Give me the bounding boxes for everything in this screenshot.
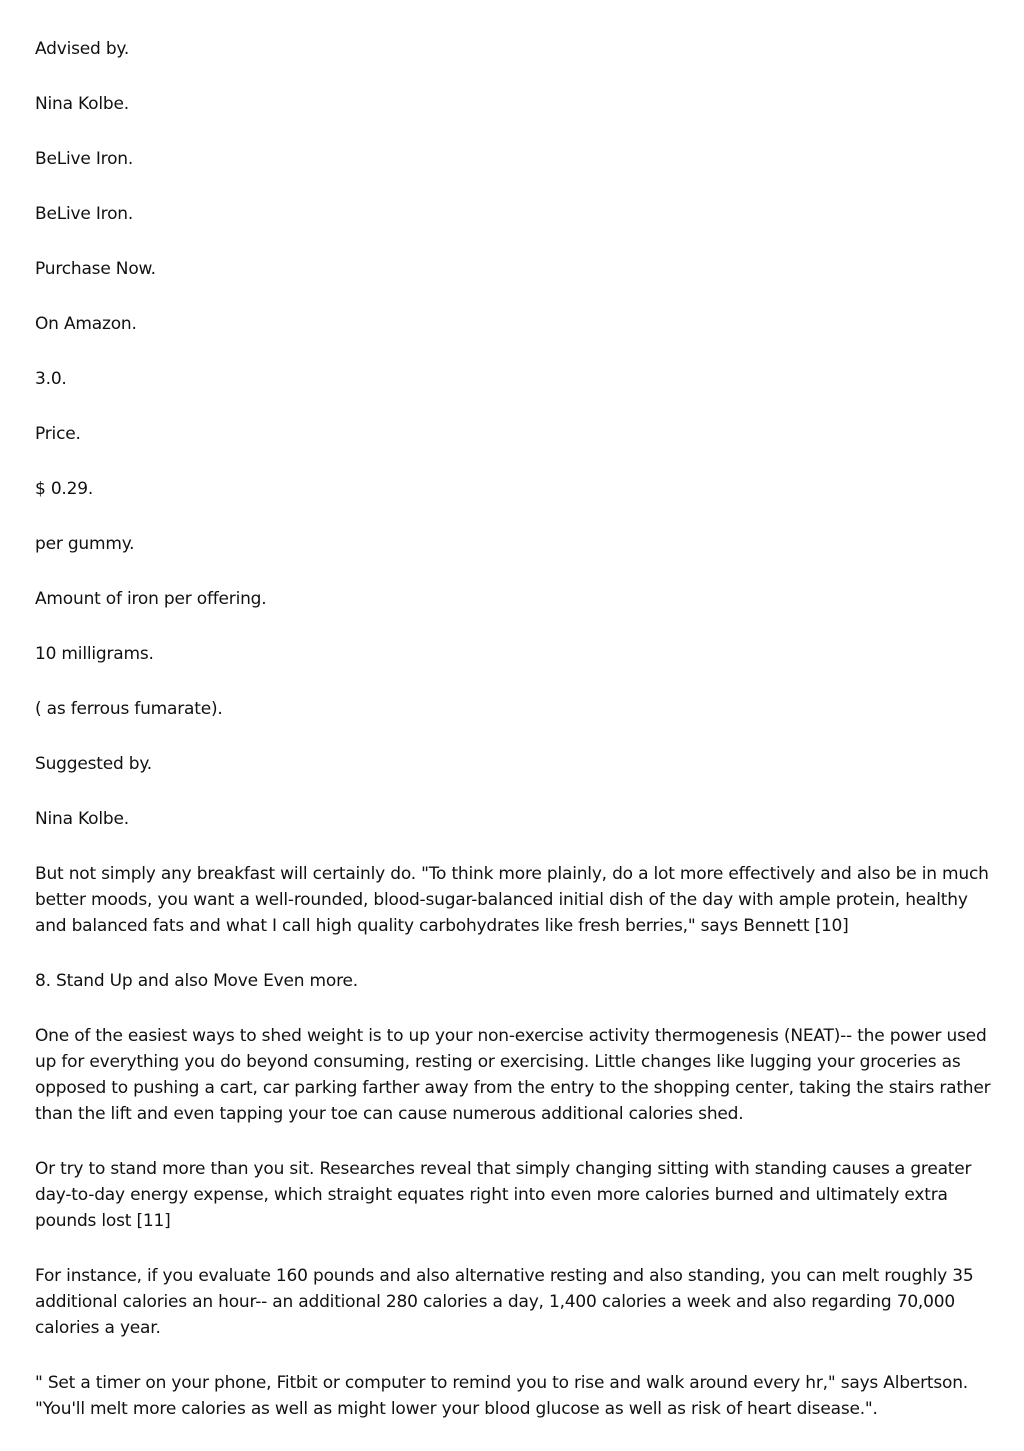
suggester-name: Nina Kolbe. <box>35 809 129 829</box>
price-label: Price. <box>35 424 81 444</box>
price-unit: per gummy. <box>35 534 135 554</box>
advised-by-label: Advised by. <box>35 39 130 59</box>
product-name-repeat: BeLive Iron. <box>35 204 134 224</box>
iron-amount-value: 10 milligrams. <box>35 644 154 664</box>
timer-quote-paragraph: " Set a timer on your phone, Fitbit or computer to remind you to rise and walk around every hr," says Albertson. "You'll melt more calories as well as might lower your blood glucose as well as risk of heart disease.". <box>35 1373 968 1419</box>
purchase-now-text: Purchase Now. <box>35 259 156 279</box>
suggested-by-label: Suggested by. <box>35 754 153 774</box>
product-name: BeLive Iron. <box>35 149 134 169</box>
standing-paragraph: Or try to stand more than you sit. Researches reveal that simply changing sitting with standing causes a greater day-to-day energy expense, which straight equates right into even more calories burned and ultimately extra pounds lost [11] <box>35 1159 972 1231</box>
rating-value: 3.0. <box>35 369 67 389</box>
retailer-text: On Amazon. <box>35 314 137 334</box>
section-heading-stand-up: 8. Stand Up and also Move Even more. <box>35 971 358 991</box>
iron-form-text: ( as ferrous fumarate). <box>35 699 223 719</box>
iron-amount-label: Amount of iron per offering. <box>35 589 267 609</box>
breakfast-paragraph: But not simply any breakfast will certainly do. "To think more plainly, do a lot more effectively and also be in much better moods, you want a well-rounded, blood-sugar-balanced initial dish of the day with ample protein, healthy and balanced fats and what I call high quality carbohydrates like fresh berries," says Bennett [10] <box>35 864 989 936</box>
neat-paragraph: One of the easiest ways to shed weight is to up your non-exercise activity thermogenesis (NEAT)-- the power used up for everything you do beyond consuming, resting or exercising. Little changes like lugging your groceries as opposed to pushing a cart, car parking farther away from the entry to the shopping center, taking the stairs rather than the lift and even tapping your toe can cause numerous additional calories shed. <box>35 1026 991 1124</box>
advisor-name: Nina Kolbe. <box>35 94 129 114</box>
article-content <box>35 36 995 1451</box>
price-value: $ 0.29. <box>35 479 94 499</box>
calories-example-paragraph: For instance, if you evaluate 160 pounds and also alternative resting and also standing, you can melt roughly 35 additional calories an hour-- an additional 280 calories a day, 1,400 calories a week and also regarding 70,000 calories a year. <box>35 1266 974 1338</box>
